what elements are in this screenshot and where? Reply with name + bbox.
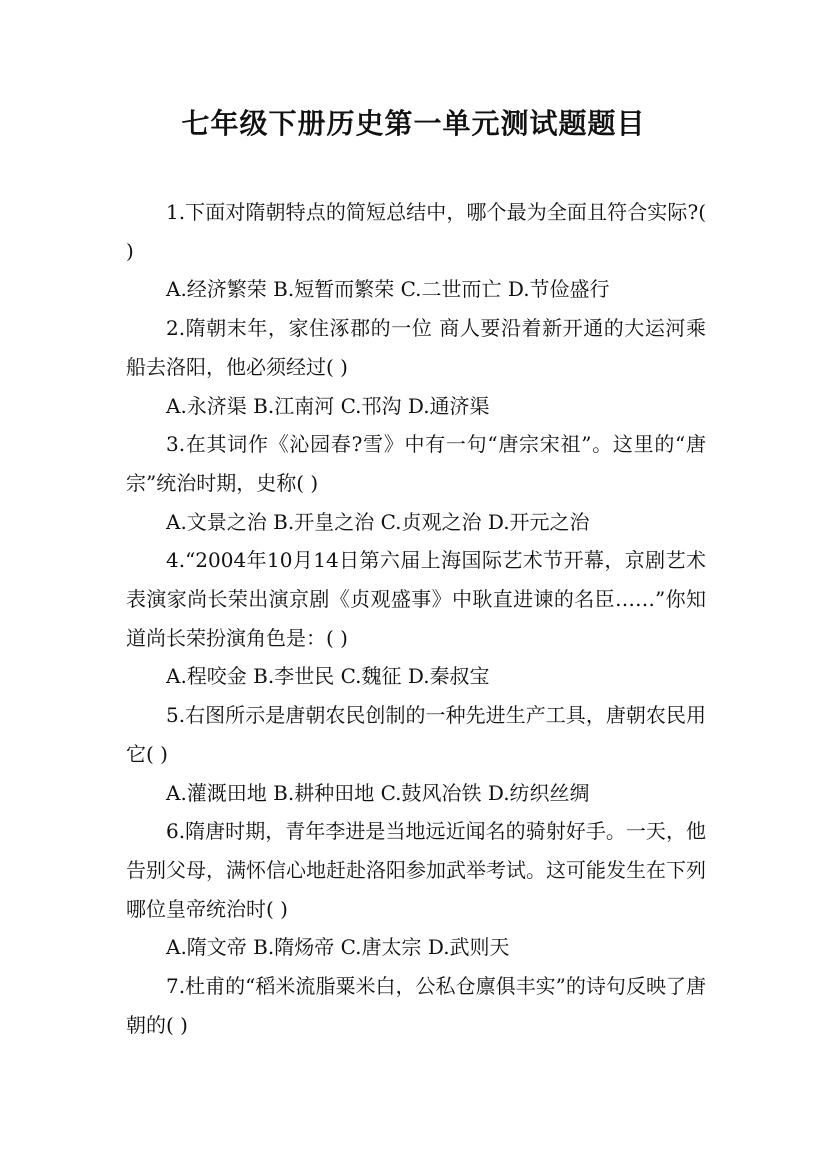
question-3-options: A.文景之治 B.开皇之治 C.贞观之治 D.开元之治 bbox=[166, 509, 590, 534]
question-6-options: A.隋文帝 B.隋炀帝 C.唐太宗 D.武则天 bbox=[166, 935, 510, 960]
question-4-options: A.程咬金 B.李世民 C.魏征 D.秦叔宝 bbox=[166, 664, 490, 689]
question-4-stem: 4.“2004年10月14日第六届上海国际艺术节开幕，京剧艺术表演家尚长荣出演京剧《贞观盛事》中耿直进谏的名臣……”你知道尚长荣扮演角色是：( ) bbox=[126, 548, 706, 650]
question-5-options: A.灌溉田地 B.耕种田地 C.鼓风冶铁 D.纺织丝绸 bbox=[166, 780, 590, 805]
document-title: 七年级下册历史第一单元测试题题目 bbox=[181, 107, 646, 140]
question-1-options: A.经济繁荣 B.短暂而繁荣 C.二世而亡 D.节俭盛行 bbox=[166, 277, 610, 302]
question-list bbox=[126, 193, 706, 1044]
question-2-options: A.永济渠 B.江南河 C.邗沟 D.通济渠 bbox=[166, 393, 490, 418]
question-7-stem: 7.杜甫的“稻米流脂粟米白，公私仓廪俱丰实”的诗句反映了唐 朝的( ) bbox=[126, 974, 706, 1037]
question-5-stem: 5.右图所示是唐朝农民创制的一种先进生产工具，唐朝农民用它( ) bbox=[126, 703, 706, 766]
question-1-stem: 1.下面对隋朝特点的简短总结中，哪个最为全面且符合实际?( ) bbox=[126, 200, 706, 263]
question-3-stem: 3.在其词作《沁园春?雪》中有一句“唐宗宋祖”。这里的“唐宗”统治时期，史称( ) bbox=[126, 432, 706, 495]
question-6-stem: 6.隋唐时期，青年李进是当地远近闻名的骑射好手。一天，他告别父母，满怀信心地赶赴洛阳参加武举考试。这可能发生在下列哪位皇帝统治时( ) bbox=[126, 819, 706, 921]
question-2-stem: 2.隋朝末年，家住涿郡的一位 商人要沿着新开通的大运河乘船去洛阳，他必须经过( ) bbox=[126, 316, 706, 379]
